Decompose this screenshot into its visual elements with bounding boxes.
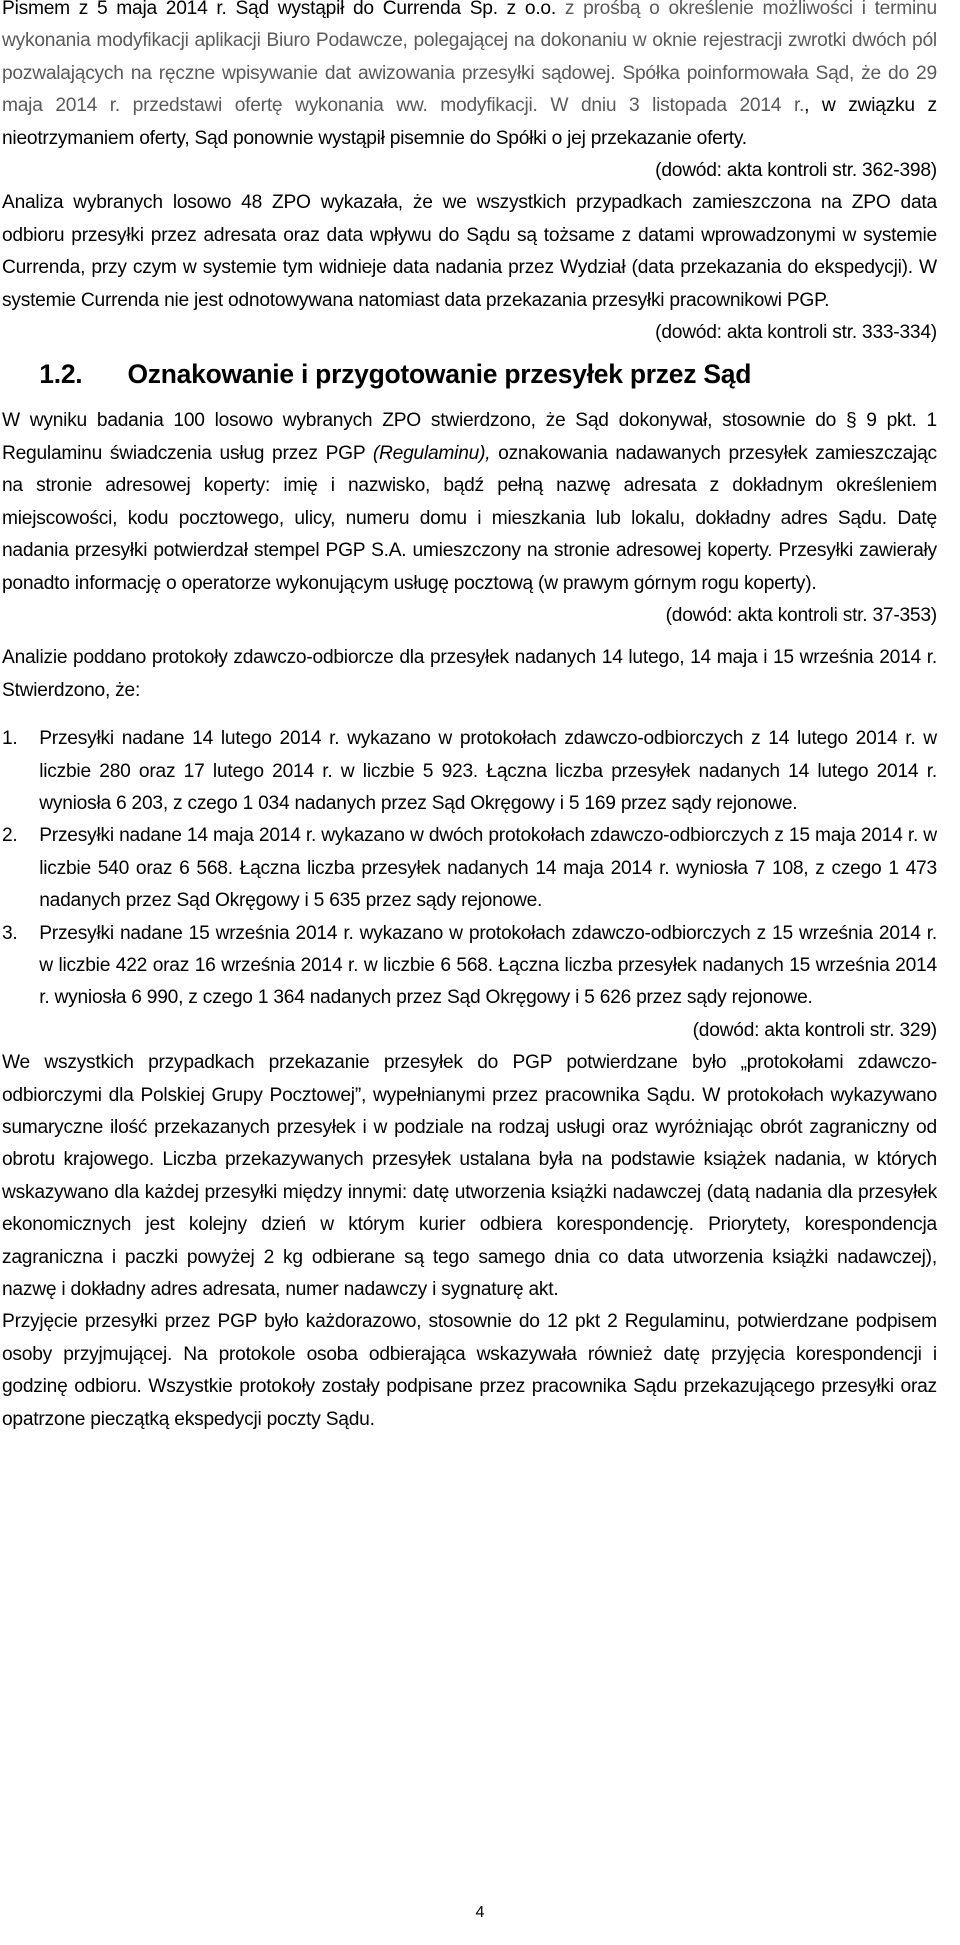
list-item-text: Przesyłki nadane 15 września 2014 r. wykazano w protokołach zdawczo-odbiorczych z 15 września 2014 r. w liczbie 422 oraz 16 września 2014 r. w liczbie 6 568. Łączna liczba przesyłek nadanych 15 września 2014 r. wyniosła 6 990, z czego 1 364 nadanych przez Sąd Okręgowy i 5 626 przez sądy rejonowe. [39, 921, 937, 1009]
paragraph-currenda-gray-b: , w związku z nieotrzymaniem oferty, Sąd ponownie wystąpił pisemnie do Spółki o jej przekazanie oferty. [2, 94, 937, 149]
page-number: 4 [475, 1904, 485, 1921]
section-heading [2, 354, 937, 394]
list-item-number: 2. [2, 824, 18, 847]
evidence-note-1: (dowód: akta kontroli str. 362-398) [655, 159, 937, 182]
paragraph-currenda-start: Pismem z 5 maja 2014 r. Sąd wystąpił do Currenda Sp. z o.o. [2, 0, 556, 19]
list-item-number: 1. [2, 727, 18, 750]
findings-list [2, 722, 937, 1014]
evidence-note-3: (dowód: akta kontroli str. 37-353) [665, 603, 937, 626]
section-title: Oznakowanie i przygotowanie przesyłek przez Sąd [127, 359, 752, 390]
evidence-note-2: (dowód: akta kontroli str. 333-334) [655, 321, 937, 344]
paragraph-handover: We wszystkich przypadkach przekazanie przesyłek do PGP potwierdzane było „protokołami zdawczo-odbiorczymi dla Polskiej Grupy Pocztowej”, wypełnianymi przez pracownika Sądu. W protokołach wykazywano sumaryczne ilość przekazanych przesyłek i w podziale na rodzaj usługi oraz wyróżniając obrót zagraniczny od obrotu krajowego. Liczba przekazywanych przesyłek ustalana była na podstawie książek nadania, w których wskazywano dla każdej przesyłki między innymi: datę utworzenia książki nadawczej (datą nadania dla przesyłek ekonomicznych jest kolejny dzień w którym kurier odbiera korespondencję. Priorytety, korespondencja zagraniczna i paczki powyżej 2 kg odbierane są tego samego dnia co data utworzenia książki nadawczej), nazwę i dokładny adres adresata, numer nadawczy i sygnaturę akt. [2, 1051, 937, 1301]
paragraph-currenda-gray-a: z prośbą o określenie możliwości i terminu wykonania modyfikacji aplikacji Biuro Podawcze, polegającej na dokonaniu w oknie rejestracji zwrotki dwóch pól pozwalających na ręczne wpisywanie dat awizowania przesyłki sądowej. Spółka poinformowała Sąd, że do 29 maja 2014 r. przedstawi ofertę wykonania ww. modyfikacji. W dniu 3 listopada 2014 r. [2, 0, 937, 117]
paragraph-labelling-italic: (Regulaminu), [372, 441, 491, 464]
list-item-text: Przesyłki nadane 14 maja 2014 r. wykazano w dwóch protokołach zdawczo-odbiorczych z 15 maja 2014 r. w liczbie 540 oraz 6 568. Łączna liczba przesyłek nadanych 14 maja 2014 r. wyniosła 7 108, z czego 1 473 nadanych przez Sąd Okręgowy i 5 635 przez sądy rejonowe. [39, 824, 937, 912]
paragraph-labelling-b: oznakowania nadawanych przesyłek zamieszczając na stronie adresowej koperty: imię i nazwisko, bądź pełną nazwę adresata z dokładnym określeniem miejscowości, kodu pocztowego, ulicy, numeru domu i mieszkania lub lokalu, dokładny adres Sądu. Datę nadania przesyłki potwierdzał stempel PGP S.A. umieszczony na stronie adresowej koperty. Przesyłki zawierały ponadto informację o operatorze wykonującym usługę pocztową (w prawym górnym rogu koperty). [2, 441, 937, 594]
evidence-note-4: (dowód: akta kontroli str. 329) [692, 1018, 937, 1041]
paragraph-labelling-a: W wyniku badania 100 losowo wybranych ZPO stwierdzono, że Sąd dokonywał, stosownie do § 9 pkt. 1 Regulaminu świadczenia usług przez PGP [2, 409, 937, 464]
list-item-text: Przesyłki nadane 14 lutego 2014 r. wykazano w protokołach zdawczo-odbiorczych z 14 lutego 2014 r. w liczbie 280 oraz 17 lutego 2014 r. w liczbie 5 923. Łączna liczba przesyłek nadanych 14 lutego 2014 r. wyniosła 6 203, z czego 1 034 nadanych przez Sąd Okręgowy i 5 169 przez sądy rejonowe. [39, 727, 937, 814]
paragraph-acceptance: Przyjęcie przesyłki przez PGP było każdorazowo, stosownie do 12 pkt 2 Regulaminu, potwierdzane podpisem osoby przyjmującej. Na protokole osoba odbierająca wskazywała również datę przyjęcia korespondencji i godzinę odbioru. Wszystkie protokoły zostały podpisane przez pracownika Sądu przekazującego przesyłki oraz opatrzone pieczątką ekspedycji poczty Sądu. [2, 1310, 937, 1430]
list-item [2, 819, 937, 916]
paragraph-zpo-analysis: Analiza wybranych losowo 48 ZPO wykazała, że we wszystkich przypadkach zamieszczona na ZPO data odbioru przesyłki przez adresata oraz data wpływu do Sądu są tożsame z datami wprowadzonymi w systemie Currenda, przy czym w systemie tym widnieje data nadania przez Wydział (data przekazania do ekspedycji). W systemie Currenda nie jest odnotowywana natomiast data przekazania przesyłki pracownikowi PGP. [2, 191, 937, 311]
list-item [2, 917, 937, 1014]
list-item [2, 722, 937, 819]
document-body [2, 0, 937, 1435]
paragraph-labelling [2, 404, 937, 598]
paragraph-currenda [2, 0, 937, 154]
list-item-number: 3. [2, 921, 18, 944]
section-number: 1.2. [39, 359, 83, 390]
paragraph-protocols-intro: Analizie poddano protokoły zdawczo-odbiorcze dla przesyłek nadanych 14 lutego, 14 maja i 15 września 2014 r. Stwierdzono, że: [2, 646, 937, 701]
